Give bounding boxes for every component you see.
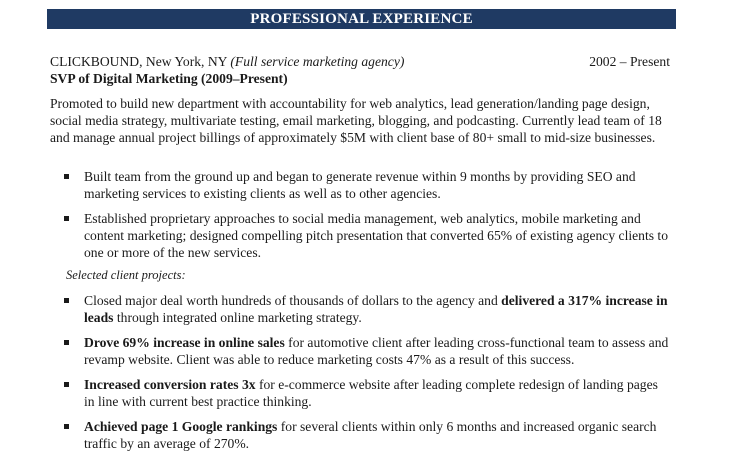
- bullet-icon: [64, 340, 69, 345]
- section-header: PROFESSIONAL EXPERIENCE: [47, 9, 676, 29]
- list-item: [50, 376, 670, 410]
- list-item: [50, 418, 670, 452]
- bullet-highlight: Drove 69% increase in online sales: [84, 335, 285, 350]
- bullet-icon: [64, 298, 69, 303]
- list-item: [50, 168, 670, 202]
- company-description: (Full service marketing agency): [230, 54, 405, 69]
- bullet-text-post: for automotive client after leading cross-functional team to assess and revamp website. Client was able to reduce marketing costs 47% as a result of this success.: [84, 335, 669, 367]
- bullet-text: Established proprietary approaches to social media management, web analytics, mobile marketing and content marketing; designed compelling pitch presentation that converted 65% of existing agency clients to one or more of the new services.: [84, 211, 668, 260]
- bullet-icon: [64, 216, 69, 221]
- bullet-icon: [64, 382, 69, 387]
- bullet-highlight: Increased conversion rates 3x: [84, 377, 256, 392]
- selected-projects-label: Selected client projects:: [66, 268, 186, 282]
- list-item: [50, 210, 670, 261]
- bullet-icon: [64, 424, 69, 429]
- job-summary: Promoted to build new department with accountability for web analytics, lead generation/landing page design, social media strategy, multivariate testing, email marketing, blogging, and podcasting. Currently lead team of 18 and manage annual project billings of approximately $5M with client base of 80+ small to mid-size businesses.: [50, 96, 662, 145]
- bullet-text-pre: Closed major deal worth hundreds of thousands of dollars to the agency and: [84, 293, 502, 308]
- bullet-text-post: through integrated online marketing strategy.: [113, 310, 362, 325]
- bullet-text: Built team from the ground up and began to generate revenue within 9 months by providing SEO and marketing services to existing clients as well as to other agencies.: [84, 169, 636, 201]
- list-item: [50, 334, 670, 368]
- job-title: SVP of Digital Marketing (2009–Present): [50, 71, 288, 86]
- bullet-highlight: Achieved page 1 Google rankings: [84, 419, 278, 434]
- list-item: [50, 292, 670, 326]
- bullet-icon: [64, 174, 69, 179]
- employment-dates: 2002 – Present: [589, 54, 670, 69]
- client-project-list: [50, 292, 670, 460]
- accomplishment-list: [50, 168, 670, 269]
- company-name: CLICKBOUND, New York, NY: [50, 54, 227, 69]
- bullet-text-post: for e-commerce website after leading complete redesign of landing pages in line with current best practice thinking.: [84, 377, 658, 409]
- bullet-text-post: for several clients within only 6 months and increased organic search traffic by an average of 270%.: [84, 419, 657, 451]
- bullet-highlight: delivered a 317% increase in leads: [84, 293, 668, 325]
- company-line: [50, 53, 670, 70]
